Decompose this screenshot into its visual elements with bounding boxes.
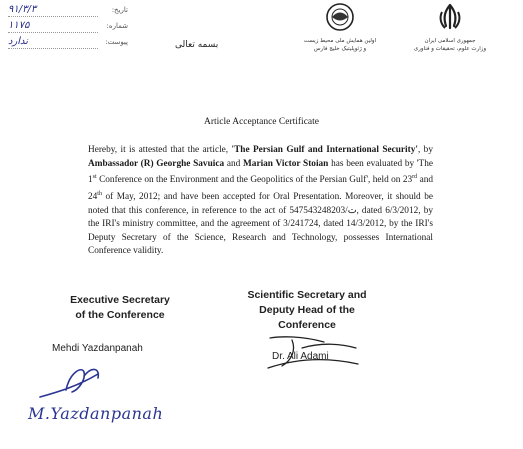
number-label: شماره: [106,22,128,30]
conference-emblem-icon [323,2,357,32]
executive-secretary-block [40,293,200,323]
author-2: Marian Victor Stoian [243,158,329,169]
scientific-secretary-block [222,288,392,333]
body-rest: of May, 2012; and have been accepted for Oral Presentation. Moreover, it should be noted that this conference, in reference to the act of 547543‏ت/248203, dated 6/3/2012, by the IRI's ministry committee, and the agreement of 3/241724, dated 14/3/2012, by the IRI's Deputy Secretary of the Science, Research and Technology, possesses International Conference validity. [88,191,433,257]
left-title-line-2: of the Conference [75,309,165,321]
article-title: 'The Persian Gulf and International Security' [231,145,418,155]
conference-caption-1: اولین همایش ملی محیط زیست [303,38,377,44]
right-title-line-2: Deputy Head of the [259,304,355,316]
ordinal-rd: rd [412,174,418,181]
certificate-body [88,144,433,259]
number-row [8,18,128,34]
body-and-2: and 24 [88,175,434,202]
ordinal-th: th [97,190,102,197]
iri-ministry-logo [390,2,510,53]
number-value: ۱۱۷۵ [8,19,98,33]
bismillah-heading: بسمه تعالی [175,40,219,50]
body-intro: Hereby, it is attested that the article, [88,145,232,155]
attachment-value: ندارد [8,35,98,49]
scientific-secretary-name: Dr. Ali Adami [272,351,329,362]
date-row [8,2,128,18]
body-evaluated: has been evaluated by 'The 1 [88,158,433,186]
date-value: ۹۱/۳/۳ [8,3,98,17]
attachment-label: پیوست: [105,38,128,46]
iri-caption-2: وزارت علوم، تحقیقات و فناوری [413,46,487,52]
iri-emblem-icon [435,2,465,32]
attachment-row [8,34,128,50]
conference-caption-2: و ژئوپلیتیک خلیج فارس [313,46,367,52]
document-meta [8,2,128,50]
right-title-line-1: Scientific Secretary and [247,289,367,301]
certificate-title: Article Acceptance Certificate [204,117,319,127]
ordinal-st: st [92,174,97,181]
left-title-line-1: Executive Secretary [70,294,170,306]
body-and: and [224,158,244,169]
author-1: Ambassador (R) Georghe Savuica [88,158,225,169]
right-title-line-3: Conference [278,319,336,331]
body-by: , by [417,145,433,155]
body-conference: Conference on the Environment and the Geopolitics of the Persian Gulf', held on 23 [96,175,413,186]
executive-secretary-name: Mehdi Yazdanpanah [52,343,143,354]
executive-handwritten-name: M.Yazdanpanah [28,404,164,423]
executive-signature-icon [38,362,108,402]
iri-caption-1: جمهوری اسلامی ایران [424,38,476,44]
scientific-signature-icon [262,334,372,374]
date-label: تاریخ: [111,6,128,14]
conference-logo [300,2,380,53]
